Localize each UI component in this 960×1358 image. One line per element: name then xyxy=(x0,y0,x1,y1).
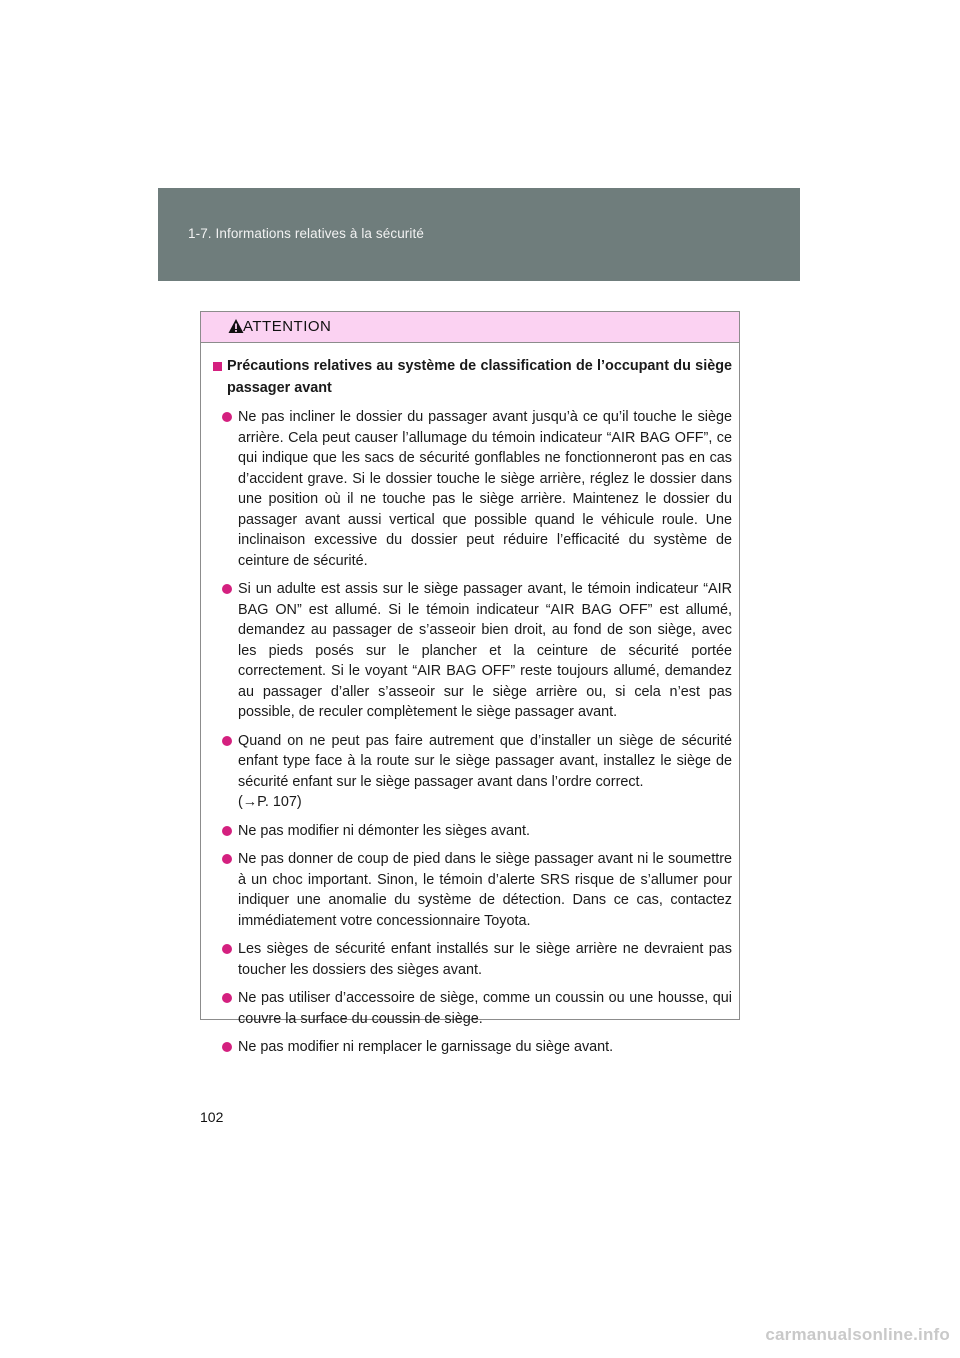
bullet-dot-icon xyxy=(222,826,232,836)
list-item xyxy=(213,988,732,1029)
bullet-dot-icon xyxy=(222,736,232,746)
list-item xyxy=(213,1037,732,1058)
list-item xyxy=(213,579,732,723)
list-item-text: Quand on ne peut pas faire autrement que d’installer un siège de sécurité enfant type face à la route sur le siège passager avant, installez le siège de sécurité enfant sur le siège passager avant dans l’ordre correct. xyxy=(238,732,732,790)
list-item-text: Ne pas utiliser d’accessoire de siège, comme un coussin ou une housse, qui couvre la surface du coussin de siège. xyxy=(238,990,732,1027)
list-item-text: Ne pas incliner le dossier du passager avant jusqu’à ce qu’il touche le siège arrière. Cela peut causer l’allumage du témoin indicateur “AIR BAG OFF”, ce qui indique que les sacs de sécurité gonflables ne fonctionneront pas en cas d’accident grave. Si le dossier touche le siège arrière, réglez le dossier dans une position où il ne touche pas le siège arrière. Maintenez le dossier du passager avant aussi vertical que possible quand le véhicule roule. Une inclinaison excessive du dossier peut réduire l’efficacité du système de ceinture de sécurité. xyxy=(238,409,732,569)
list-item xyxy=(213,731,732,813)
caution-title: ATTENTION xyxy=(243,318,332,335)
bullet-dot-icon xyxy=(222,412,232,422)
bullet-dot-icon xyxy=(222,854,232,864)
watermark: carmanualsonline.info xyxy=(765,1325,950,1344)
list-item-text: Les sièges de sécurité enfant installés sur le siège arrière ne devraient pas toucher les dossiers des sièges avant. xyxy=(238,941,732,978)
bullet-dot-icon xyxy=(222,993,232,1003)
list-item-text: Ne pas modifier ni remplacer le garnissage du siège avant. xyxy=(238,1039,614,1055)
caution-body xyxy=(201,343,739,1058)
bullet-dot-icon xyxy=(222,944,232,954)
list-item xyxy=(213,939,732,980)
warning-triangle-icon xyxy=(228,318,244,334)
list-item-text: Ne pas donner de coup de pied dans le siège passager avant ni le soumettre à un choc important. Sinon, le témoin d’alerte SRS risque de s’allumer pour indiquer une anomalie du système de détection. Dans ce cas, contactez immédiatement votre concessionnaire Toyota. xyxy=(238,851,732,929)
section-title: 1-7. Informations relatives à la sécurité xyxy=(188,226,424,241)
list-item-text: Ne pas modifier ni démonter les sièges avant. xyxy=(238,822,530,839)
list-item-content xyxy=(238,731,732,813)
section-header-band xyxy=(158,188,800,281)
list-item xyxy=(213,407,732,571)
list-item xyxy=(213,821,732,842)
list-item-text: Si un adulte est assis sur le siège passager avant, le témoin indicateur “AIR BAG ON” est allumé. Si le témoin indicateur “AIR BAG OFF” est allumé, demandez au passager de s’asseoir bien droit, au fond de son siège, avec les pieds posés sur le plancher et la ceinture de sécurité portée correctement. Si le voyant “AIR BAG OFF” reste toujours allumé, demandez au passager d’aller s’asseoir sur le siège arrière ou, si cela n’est pas possible, de reculer complètement le siège passager avant. xyxy=(238,581,732,720)
bullet-dot-icon xyxy=(222,1042,232,1052)
page-reference-link[interactable]: (→P. 107) xyxy=(238,794,302,810)
caution-box xyxy=(200,311,740,1055)
page-number: 102 xyxy=(200,1109,224,1125)
square-bullet-icon xyxy=(213,362,222,371)
list-item xyxy=(213,849,732,931)
bullet-dot-icon xyxy=(222,584,232,594)
caution-heading xyxy=(213,355,732,399)
caution-header xyxy=(201,312,739,343)
caution-heading-text: Précautions relatives au système de classification de l’occupant du siège passager avant xyxy=(227,358,732,396)
